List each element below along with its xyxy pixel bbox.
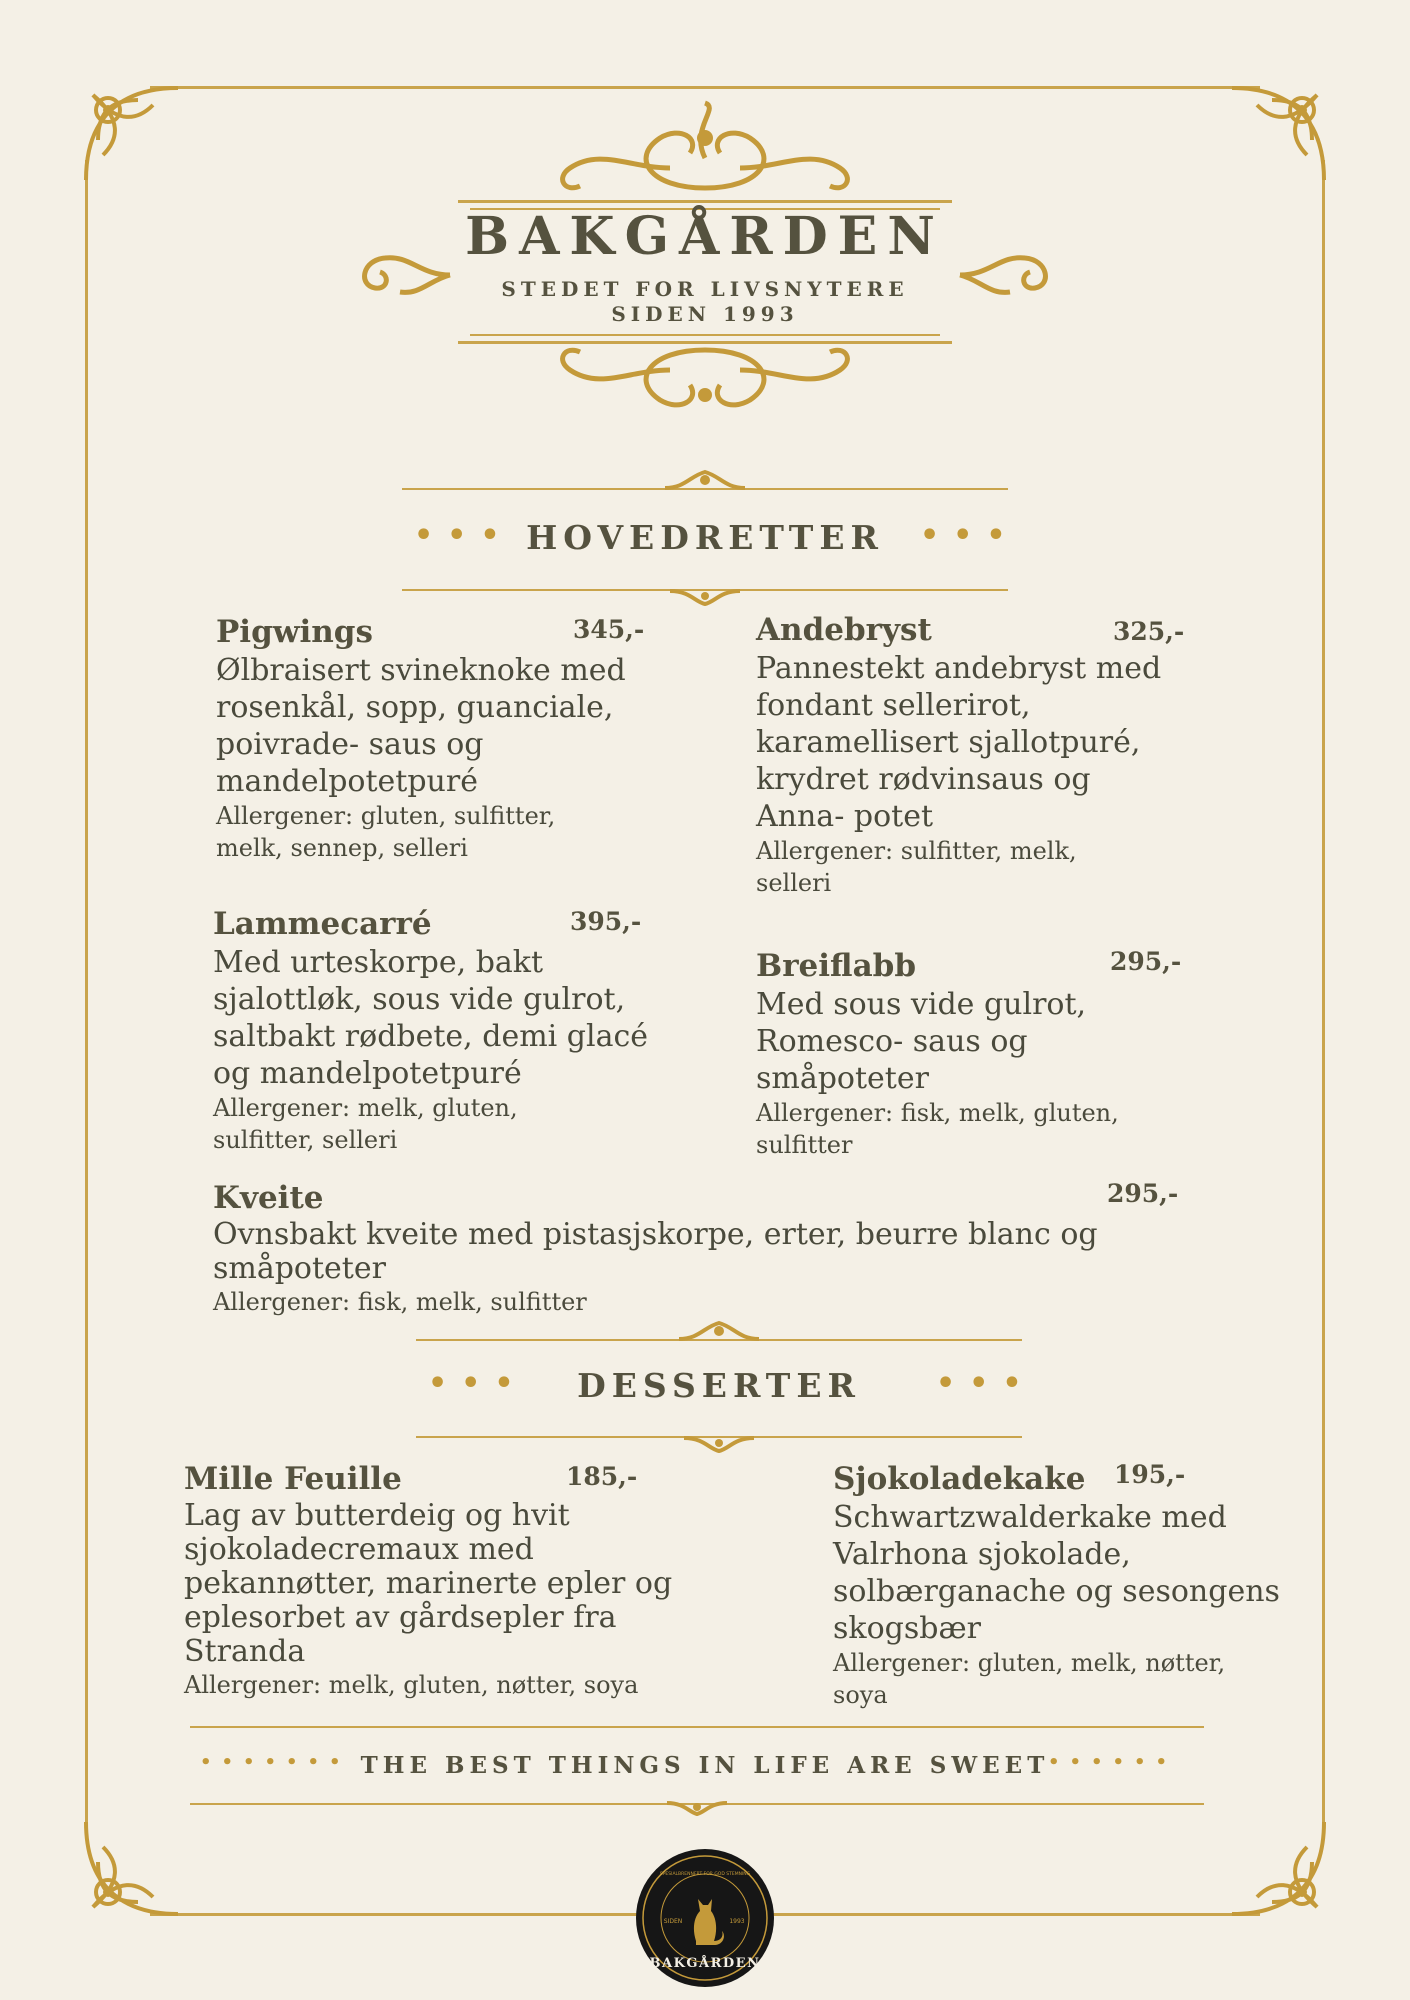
mains-ornament-top-icon (655, 468, 755, 492)
menu-item-kveite (213, 1178, 1193, 1318)
logo-emblem-icon (636, 1849, 774, 1987)
footer-rule-top (190, 1726, 1204, 1728)
footer-motto: THE BEST THINGS IN LIFE ARE SWEET (360, 1752, 1050, 1779)
item-allergens: Allergener: sulfitter, melk, selleri (756, 837, 1077, 897)
desserts-dots-right: ••• (936, 1366, 1036, 1401)
item-description: Pannestekt andebryst med fondant sellerirot, karamellisert sjallotpuré, krydret rødvinsaus og Anna- potet (756, 651, 1162, 834)
corner-ornament-top-right-icon (1222, 80, 1332, 190)
mains-title: HOVEDRETTER (526, 518, 884, 557)
item-name: Pigwings (216, 614, 373, 650)
item-price: 325,- (1113, 617, 1185, 646)
item-allergens: Allergener: fisk, melk, sulfitter (213, 1288, 587, 1316)
item-name: Kveite (213, 1180, 324, 1216)
item-allergens: Allergener: melk, gluten, nøtter, soya (184, 1671, 639, 1699)
item-price: 295,- (1110, 947, 1182, 976)
frame-right-line (1322, 160, 1325, 1840)
header-rule-top (458, 200, 952, 203)
menu-item-breiflabb (756, 946, 1196, 1161)
mains-dots-left: ••• (414, 518, 514, 553)
menu-item-sjokoladekake (833, 1459, 1283, 1711)
tagline-2: SIDEN 1993 (611, 302, 799, 326)
frame-left-line (85, 160, 88, 1840)
desserts-ornament-top-icon (669, 1319, 769, 1343)
corner-ornament-bottom-right-icon (1222, 1812, 1332, 1922)
item-name: Sjokoladekake (833, 1461, 1086, 1497)
desserts-ornament-bottom-icon (679, 1435, 759, 1455)
logo-text: BAKGÅRDEN (649, 1956, 761, 1971)
footer-dots-left: ••••••• (200, 1752, 351, 1773)
item-price: 345,- (573, 615, 645, 644)
header-rule-bottom (458, 341, 952, 344)
menu-item-lammecarre (213, 904, 673, 1156)
item-price: 195,- (1114, 1460, 1186, 1489)
desserts-dots-left: ••• (428, 1366, 528, 1401)
mains-dots-right: ••• (920, 518, 1020, 553)
corner-ornament-bottom-left-icon (78, 1812, 188, 1922)
item-allergens: Allergener: fisk, melk, gluten, sulfitter (756, 1099, 1119, 1159)
header-flourish-top-icon (530, 98, 880, 198)
logo-ring-text: SPESIALBRENNERT FOR GOD STEMNING (659, 1872, 751, 1877)
footer-ornament-icon (662, 1800, 732, 1818)
menu-item-mille-feuille (184, 1459, 684, 1701)
item-allergens: Allergener: gluten, sulfitter, melk, sennep, selleri (216, 802, 556, 862)
item-price: 185,- (566, 1462, 638, 1491)
footer-dots-right: •••••• (1048, 1752, 1178, 1773)
item-name: Andebryst (756, 612, 932, 648)
menu-item-pigwings (216, 612, 656, 864)
item-name: Mille Feuille (184, 1461, 402, 1497)
item-allergens: Allergener: gluten, melk, nøtter, soya (833, 1649, 1226, 1709)
header-rule-bottom-thin (470, 334, 940, 336)
tagline-1: STEDET FOR LIVSNYTERE (501, 277, 909, 301)
bakgarden-logo (636, 1849, 774, 1987)
logo-left-text: SIDEN (663, 1918, 683, 1925)
logo-right-text: 1993 (729, 1918, 745, 1925)
item-name: Breiflabb (756, 948, 917, 984)
corner-ornament-top-left-icon (78, 80, 188, 190)
item-description: Ovnsbakt kveite med pistasjskorpe, erter, beurre blanc og småpoteter (213, 1217, 1098, 1286)
frame-top-line (150, 86, 1260, 89)
desserts-title: DESSERTER (577, 1366, 861, 1405)
item-price: 395,- (570, 907, 642, 936)
item-description: Schwartzwalderkake med Valrhona sjokolade, solbærganache og sesongens skogsbær (833, 1500, 1280, 1646)
mains-ornament-bottom-icon (665, 588, 745, 608)
item-price: 295,- (1107, 1179, 1179, 1208)
item-allergens: Allergener: melk, gluten, sulfitter, selleri (213, 1094, 518, 1154)
item-description: Ølbraisert svineknoke med rosenkål, sopp, guanciale, poivrade- saus og mandelpotetpuré (216, 653, 626, 799)
header-flourish-bottom-icon (530, 345, 880, 430)
menu-item-andebryst (756, 610, 1196, 899)
item-description: Lag av butterdeig og hvit sjokoladecremaux med pekannøtter, marinerte epler og eplesorbet av gårdsepler fra Stranda (184, 1498, 673, 1669)
item-description: Med urteskorpe, bakt sjalottløk, sous vide gulrot, saltbakt rødbete, demi glacé og mandelpotetpuré (213, 945, 649, 1091)
item-name: Lammecarré (213, 906, 432, 942)
brand-title: BAKGÅRDEN (465, 206, 945, 267)
item-description: Med sous vide gulrot, Romesco- saus og småpoteter (756, 987, 1087, 1096)
